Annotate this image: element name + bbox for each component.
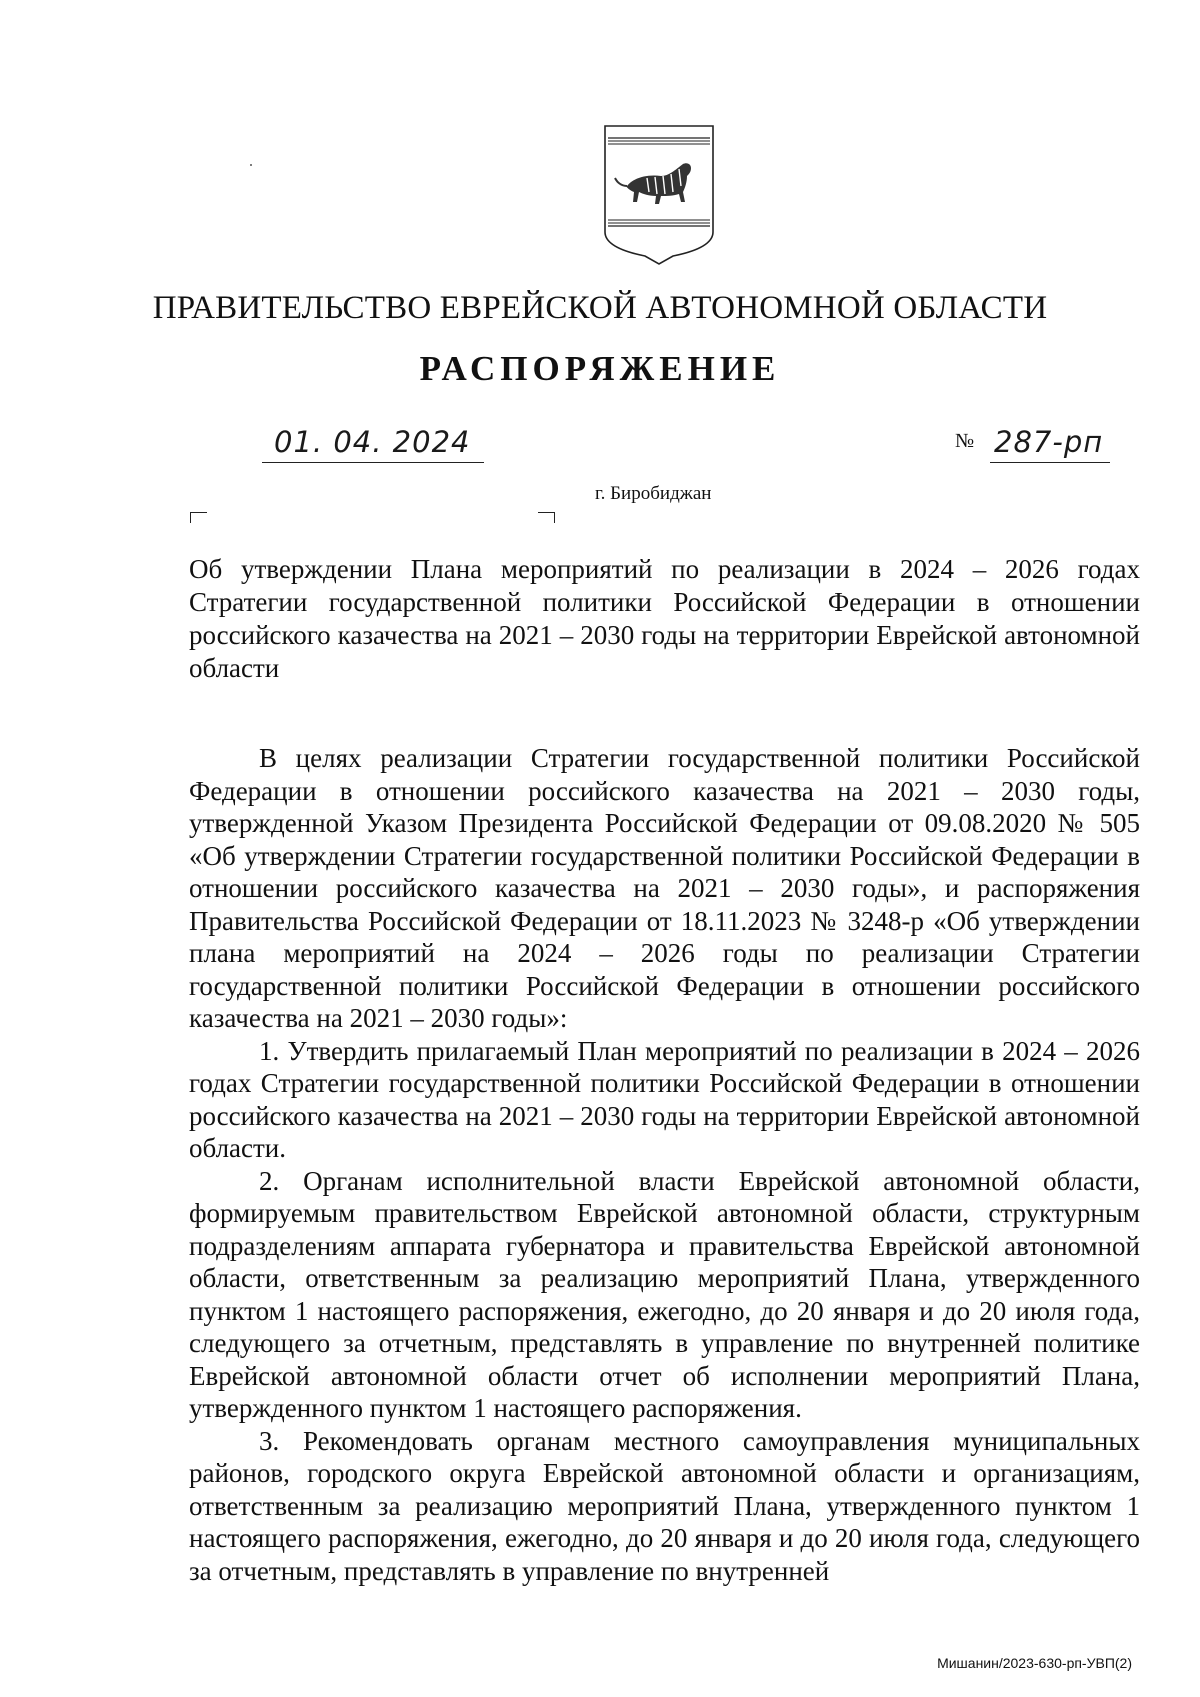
preamble-paragraph: В целях реализации Стратегии государственной политики Российской Федерации в отношении российского казачества на 2021 – 2030 годы, утвержденной Указом Президента Российской Федерации от 09.08.2020 № 505 «Об утверждении Стратегии государственной политики Российской Федерации в отношении российского казачества на 2021 – 2030 годы», и распоряжения Правительства Российской Федерации от 18.11.2023 № 3248-р «Об утверждении плана мероприятий на 2024 – 2026 годы по реализации Стратегии государственной политики Российской Федерации в отношении российского казачества на 2021 – 2030 годы»: — [189, 743, 1140, 1033]
number-sign: № — [955, 430, 975, 452]
handwritten-date: 01. 04. 2024 — [274, 425, 471, 459]
coat-of-arms-tiger-icon — [603, 124, 715, 266]
clause-1-paragraph: 1. Утвердить прилагаемый План мероприятий по реализации в 2024 – 2026 годах Стратегии государственной политики Российской Федерации в отношении российского казачества на 2021 – 2030 годы на территории Еврейской автономной области. — [189, 1035, 1140, 1163]
document-type-title: РАСПОРЯЖЕНИЕ — [419, 349, 781, 388]
city-name: г. Биробиджан — [595, 483, 712, 504]
government-title: ПРАВИТЕЛЬСТВО ЕВРЕЙСКОЙ АВТОНОМНОЙ ОБЛАСТИ — [152, 290, 1048, 326]
subject-bracket-left — [190, 512, 207, 523]
document-body — [189, 742, 1140, 1587]
clause-3-paragraph: 3. Рекомендовать органам местного самоуправления муниципальных районов, городского округа Еврейской автономной области и организациям, ответственным за реализацию мероприятий Плана, утвержденного пунктом 1 настоящего распоряжения, ежегодно, до 20 января и до 20 июля года, следующего за отчетным, представлять в управление по внутренней — [189, 1425, 1140, 1586]
document-subject: Об утверждении Плана мероприятий по реализации в 2024 – 2026 годах Стратегии государственной политики Российской Федерации в отношении российского казачества на 2021 – 2030 годы на территории Еврейской автономной области — [189, 554, 1140, 683]
subject-bracket-right — [538, 512, 555, 523]
scan-speck — [250, 164, 252, 166]
document-number-field — [990, 418, 1110, 463]
clause-2-paragraph: 2. Органам исполнительной власти Еврейской автономной области, формируемым правительством Еврейской автономной области, структурным подразделениям аппарата губернатора и правительства Еврейской автономной области, ответственным за реализацию мероприятий Плана, утвержденного пунктом 1 настоящего распоряжения, ежегодно, до 20 января и до 20 июля года, следующего за отчетным, представлять в управление по внутренней политике Еврейской автономной области отчет об исполнении мероприятий Плана, утвержденного пунктом 1 настоящего распоряжения. — [189, 1165, 1140, 1423]
document-date-field — [262, 418, 484, 463]
handwritten-number: 287-рп — [994, 425, 1104, 459]
footer-document-code: Мишанин/2023-630-рп-УВП(2) — [937, 1655, 1132, 1671]
